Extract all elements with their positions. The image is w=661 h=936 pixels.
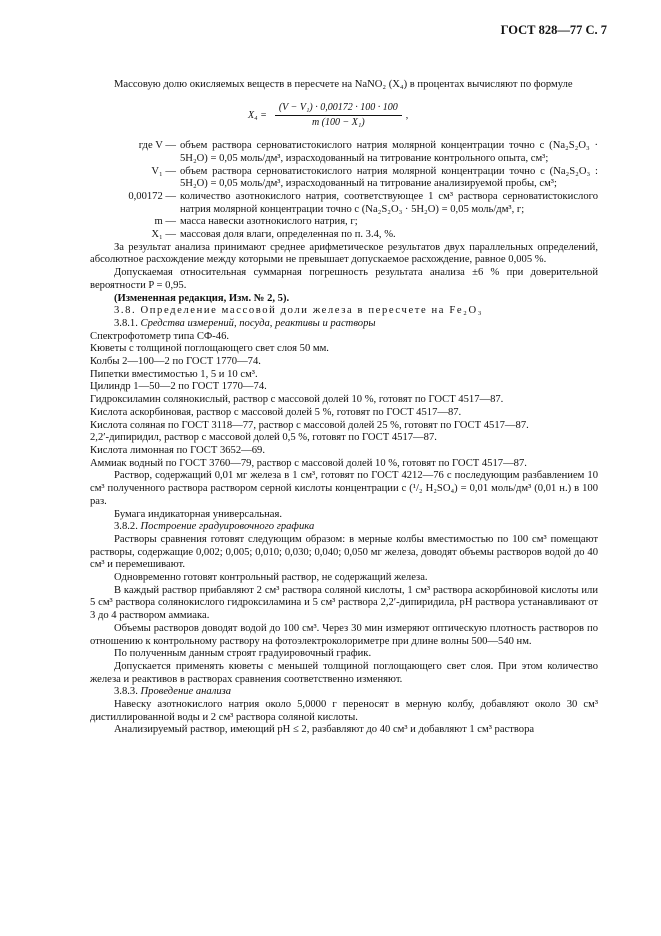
section-title: Проведение анализа	[140, 686, 232, 698]
definition-term: X₁ —	[151, 229, 176, 241]
definition-text: количество азотнокислого натрия, соответствующее 1 см³ раствора серноватистокислого натрия молярной концентрации точно c (Na₂S₂O₃ · 5H₂O) = 0,05 моль/дм³, г;	[180, 190, 598, 215]
formula-lhs: X₄ =	[248, 109, 267, 121]
list-item: Цилиндр 1—50—2 по ГОСТ 1770—74.	[90, 381, 267, 393]
reference-paragraph: Одновременно готовят контрольный раствор, не содержащий железа.	[114, 572, 428, 584]
equipment-list	[90, 331, 598, 471]
definition-term: 0,00172 —	[128, 190, 176, 202]
solution-paragraph: Раствор, содержащий 0,01 мг железа в 1 см³, готовят по ГОСТ 4212—76 с последующим разбавлением 10 см³ полученного раствора раствором серной кислоты концентрации c (¹/₂ H₂SO₄) = 0,01 моль/дм³ (0,01 н.) в 100 раз.	[90, 470, 598, 507]
result-paragraph: За результат анализа принимают среднее арифметическое результатов двух параллельных определений, абсолютное расхождение между которыми не превышает допускаемое расхождение, равное 0,005 %.	[90, 241, 598, 266]
section-title: Средства измерений, посуда, реактивы и растворы	[140, 317, 376, 329]
page-body	[90, 79, 598, 737]
section-number: 3.8.3.	[114, 686, 138, 698]
section-3-8-2-heading	[90, 521, 598, 534]
list-item: Гидроксиламин солянокислый, раствор с массовой долей 10 %, готовят по ГОСТ 4517—87.	[90, 394, 504, 406]
section-3-8-title: 3.8. Определение массовой доли железа в пересчете на Fe₂O₃	[114, 305, 483, 317]
definition-item	[90, 229, 598, 242]
section-number: 3.8.1.	[114, 317, 138, 329]
definition-text: объем раствора серноватистокислого натрия молярной концентрации точно c (Na₂S₂O₃ · 5H₂O) = 0,05 моль/дм³, израсходованный на титрование контрольного опыта, см³;	[180, 140, 598, 164]
definition-term: m —	[154, 216, 176, 228]
analysis-paragraph: Анализируемый раствор, имеющий pH ≤ 2, разбавляют до 40 см³ и добавляют 1 см³ раствора	[114, 724, 535, 736]
reference-paragraph: По полученным данным строят градуировочный график.	[114, 648, 372, 660]
definition-text: масса навески азотнокислого натрия, г;	[180, 216, 358, 228]
reference-paragraph: Допускается применять кюветы с меньшей толщиной поглощающего свет слоя. При этом количество железа и реактивов в растворах сравнения соответственно изменяют.	[90, 660, 598, 685]
list-item: Кислота соляная по ГОСТ 3118—77, раствор с массовой долей 25 %, готовят по ГОСТ 4517—87.	[90, 419, 529, 431]
section-3-8-3-heading	[90, 686, 598, 699]
page-header: ГОСТ 828—77 С. 7	[500, 23, 607, 37]
list-item: Кислота лимонная по ГОСТ 3652—69.	[90, 444, 265, 456]
definition-item	[90, 191, 598, 216]
formula-denominator: m (100 − X₁)	[311, 117, 365, 129]
reference-paragraph: Растворы сравнения готовят следующим образом: в мерные колбы вместимостью по 100 см³ помещают растворы, содержащие 0,002; 0,005; 0,010; 0,030; 0,040; 0,050 мг железа, доводят объемы растворов водой до 40 см³ и перемешивают.	[90, 533, 598, 571]
reference-paragraph: В каждый раствор прибавляют 2 см³ раствора соляной кислоты, 1 см³ раствора аскорбиновой кислоты или 5 см³ раствора солянокислого гидроксиламина и 5 см³ раствора 2,2′-дипиридила, pH раствора устанавливают от 3 до 4 раствором аммиака.	[90, 584, 598, 622]
intro-paragraph: Массовую долю окисляемых веществ в пересчете на NaNO₂ (X₄) в процентах вычисляют по формуле	[114, 79, 573, 90]
list-item: Кюветы с толщиной поглощающего свет слоя 50 мм.	[90, 343, 329, 355]
definitions-list	[90, 140, 598, 242]
definition-term: где V —	[138, 140, 176, 152]
definition-item	[90, 140, 598, 165]
list-item: Аммиак водный по ГОСТ 3760—79, раствор с массовой долей 10 %, готовят по ГОСТ 4517—87.	[90, 457, 527, 469]
definition-item	[90, 166, 598, 191]
definition-text: объем раствора серноватистокислого натрия молярной концентрации точно c (Na₂S₂O₃ : 5H₂O) = 0,05 моль/дм³, израсходованный на титрование анализируемой пробы, см³;	[180, 165, 598, 190]
list-item: Кислота аскорбиновая, раствор с массовой долей 5 %, готовят по ГОСТ 4517—87.	[90, 406, 462, 418]
list-item: Спектрофотометр типа СФ-46.	[90, 330, 230, 342]
section-3-8-1-heading	[90, 318, 598, 331]
section-number: 3.8.2.	[114, 521, 138, 533]
edition-note: (Измененная редакция, Изм. № 2, 5).	[114, 292, 290, 304]
list-item: Пипетки вместимостью 1, 5 и 10 см³.	[90, 368, 258, 380]
formula-numerator: (V − V₁) · 0,00172 · 100 · 100	[275, 102, 402, 117]
formula-fraction	[275, 102, 402, 130]
section-title: Построение градуировочного графика	[140, 521, 315, 533]
list-item: Колбы 2—100—2 по ГОСТ 1770—74.	[90, 356, 261, 368]
error-paragraph: Допускаемая относительная суммарная погрешность результата анализа ±6 % при доверительной вероятности P = 0,95.	[90, 267, 598, 291]
paper-paragraph: Бумага индикаторная универсальная.	[114, 508, 283, 520]
definition-text: массовая доля влаги, определенная по п. 3.4, %.	[180, 229, 396, 241]
definition-term: V₁ —	[151, 165, 176, 177]
formula	[248, 102, 598, 130]
reference-paragraph: Объемы растворов доводят водой до 100 см³. Через 30 мин измеряют оптическую плотность растворов по отношению к контрольному раствору на фотоэлектроколориметре при длине волны 500—540 нм.	[90, 622, 598, 647]
definition-item	[90, 216, 598, 229]
analysis-paragraph: Навеску азотнокислого натрия около 5,0000 г переносят в мерную колбу, добавляют около 30 см³ дистиллированной воды и 2 см³ раствора соляной кислоты.	[90, 699, 598, 723]
list-item: 2,2′-дипиридил, раствор с массовой долей 0,5 %, готовят по ГОСТ 4517—87.	[90, 432, 437, 444]
formula-suffix: ,	[405, 109, 409, 121]
